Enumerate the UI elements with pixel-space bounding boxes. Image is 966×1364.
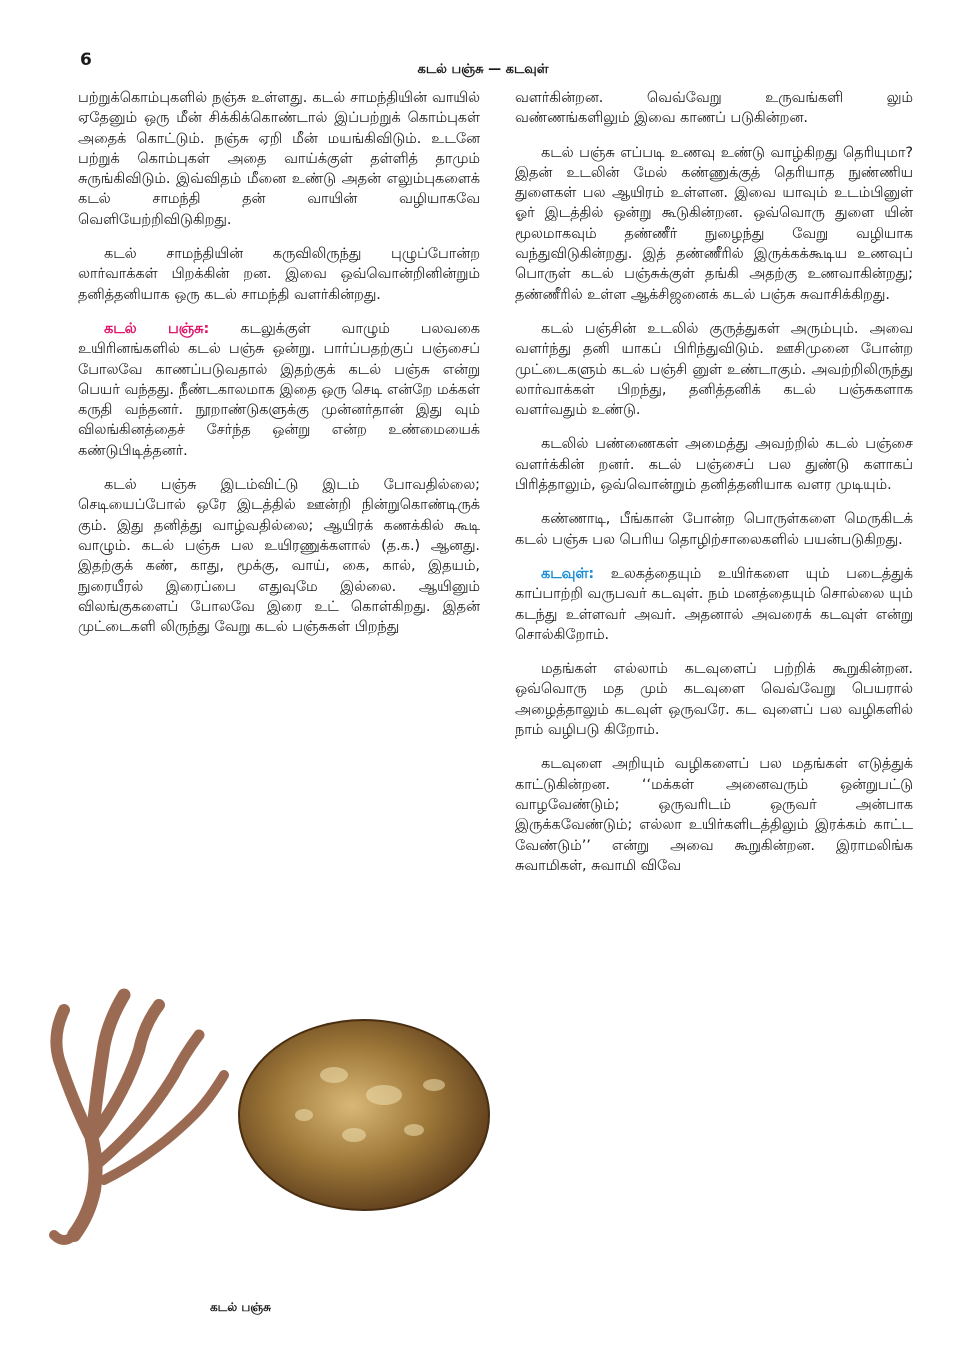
paragraph: கண்ணாடி, பீங்கான் போன்ற பொருள்களை மெருகிடக் கடல் பஞ்சு பல பெரிய தொழிற்சாலைகளில் பயன்படுகிறது.	[515, 511, 913, 548]
paragraph: பற்றுக்கொம்புகளில் நஞ்சு உள்ளது. கடல் சாமந்தியின் வாயில் ஏதேனும் ஒரு மீன் சிக்கிக்கொண்டால் இப்பற்றுக் கொம்புகள் அதைக் கொட்டும். நஞ்சு ஏறி மீன் மயங்கிவிடும். உடனே பற்றுக் கொம்புகள் அதை வாய்க்குள் தள்ளித் தாமும் சுருங்கிவிடும். இவ்விதம் மீனை உண்டு அதன் எலும்புகளைக் கடல் சாமந்தி தன் வாயின் வழியாகவே வெளியேற்றிவிடுகிறது.	[78, 90, 480, 228]
page-number: 6	[80, 50, 92, 70]
section-heading-sea-sponge: கடல் பஞ்சு:	[104, 320, 210, 337]
sea-sponge-illustration	[34, 965, 494, 1265]
paragraph: மதங்கள் எல்லாம் கடவுளைப் பற்றிக் கூறுகின்றன. ஒவ்வொரு மத மும் கடவுளை வெவ்வேறு பெயரால் அழைத்தாலும் கடவுள் ஒருவரே. கட வுளைப் பல வழிகளில் நாம் வழிபடு கிறோம்.	[515, 661, 913, 739]
paragraph: வளர்கின்றன. வெவ்வேறு உருவங்களி லும் வண்ணங்களிலும் இவை காணப் படுகின்றன.	[515, 90, 913, 127]
paragraph-text: உலகத்தையும் உயிர்களை யும் படைத்துக் காப்பாற்றி வருபவர் கடவுள். நம் மனத்தையும் சொல்லை யும் கடந்து உள்ளவர் அவர். அதனால் அவரைக் கடவுள் என்று சொல்கிறோம்.	[515, 565, 913, 643]
right-column	[515, 88, 913, 890]
paragraph: கடல் பஞ்சு எப்படி உணவு உண்டு வாழ்கிறது தெரியுமா? இதன் உடலின் மேல் கண்ணுக்குத் தெரியாத நுண்ணிய துளைகள் பல ஆயிரம் உள்ளன. இவை யாவும் உடம்பினுள் ஓர் இடத்தில் ஒன்று கூடுகின்றன. ஒவ்வொரு துளை யின் மூலமாகவும் தண்ணீர் நுழைந்து வேறு வழியாக வந்துவிடுகின்றது. இத் தண்ணீரில் இருக்கக்கூடிய உணவுப் பொருள் கடல் பஞ்சுக்குள் தங்கி அதற்கு உணவாகின்றது; தண்ணீரில் உள்ள ஆக்சிஜனைக் கடல் பஞ்சு சுவாசிக்கிறது.	[515, 144, 913, 303]
section-heading-god: கடவுள்:	[541, 565, 595, 582]
paragraph-sea-sponge	[78, 319, 480, 461]
running-title: கடல் பஞ்சு — கடவுள்	[417, 62, 549, 77]
paragraph: கடல் பஞ்சு இடம்விட்டு இடம் போவதில்லை; செடியைப்போல் ஒரே இடத்தில் ஊன்றி நின்றுகொண்டிருக் கும். இது தனித்து வாழ்வதில்லை; ஆயிரக் கணக்கில் கூடி வாழும். கடல் பஞ்சு பல உயிரணுக்களால் (த.க.) ஆனது. இதற்குக் கண், காது, மூக்கு, வாய், கை, கால், இதயம், நுரையீரல் இரைப்பை எதுவுமே இல்லை. ஆயினும் விலங்குகளைப் போலவே இரை உட் கொள்கிறது. இதன் முட்டைகளி லிருந்து வேறு கடல் பஞ்சுகள் பிறந்து	[78, 477, 480, 636]
round-sponge-image	[239, 1020, 489, 1210]
paragraph: கடலில் பண்ணைகள் அமைத்து அவற்றில் கடல் பஞ்சை வளர்க்கின் றனர். கடல் பஞ்சைப் பல துண்டு களாகப் பிரித்தாலும், ஒவ்வொன்றும் தனித்தனியாக வளர முடியும்.	[515, 436, 913, 494]
figure-caption: கடல் பஞ்சு	[210, 1300, 272, 1314]
branching-sponge-image	[54, 995, 224, 1240]
paragraph: கடவுளை அறியும் வழிகளைப் பல மதங்கள் எடுத்துக் காட்டுகின்றன. ‘‘மக்கள் அனைவரும் ஒன்றுபட்டு வாழவேண்டும்; ஒருவரிடம் ஒருவர் அன்பாக இருக்கவேண்டும்; எல்லா உயிர்களிடத்திலும் இரக்கம் காட்ட வேண்டும்’’ என்று அவை கூறுகின்றன. இராமலிங்க சுவாமிகள், சுவாமி விவே	[515, 756, 913, 874]
paragraph-god	[515, 564, 913, 645]
paragraph-text: கடலுக்குள் வாழும் பலவகை உயிரினங்களில் கடல் பஞ்சு ஒன்று. பார்ப்பதற்குப் பஞ்சைப் போலவே காணப்படுவதால் இதற்குக் கடல் பஞ்சு என்று பெயர் வந்தது. நீண்டகாலமாக இதை ஒரு செடி என்றே மக்கள் கருதி வந்தனர். நூறாண்டுகளுக்கு முன்னர்தான் இது வும் விலங்கினத்தைச் சேர்ந்த ஒன்று என்ற உண்மையைக் கண்டுபிடித்தனர்.	[78, 320, 480, 459]
paragraph: கடல் சாமந்தியின் கருவிலிருந்து புழுப்போன்ற லார்வாக்கள் பிறக்கின் றன. இவை ஒவ்வொன்றினின்றும் தனித்தனியாக ஒரு கடல் சாமந்தி வளர்கின்றது.	[78, 246, 480, 303]
paragraph: கடல் பஞ்சின் உடலில் குருத்துகள் அரும்பும். அவை வளர்ந்து தனி யாகப் பிரிந்துவிடும். ஊசிமுனை போன்ற முட்டைகளும் கடல் பஞ்சி னுள் உண்டாகும். அவற்றிலிருந்து லார்வாக்கள் பிறந்து, தனித்தனிக் கடல் பஞ்சுகளாக வளர்வதும் உண்டு.	[515, 320, 913, 419]
left-column	[78, 88, 480, 651]
